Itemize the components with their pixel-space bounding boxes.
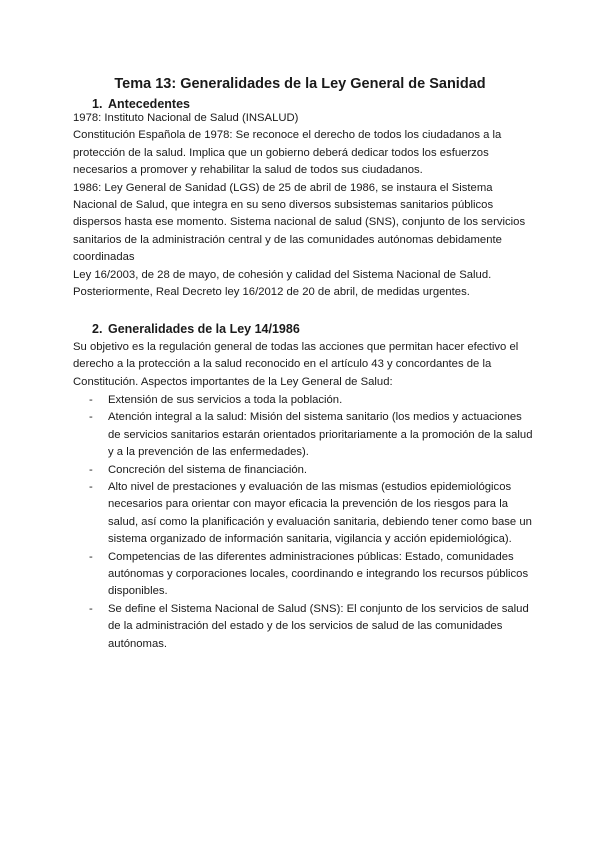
list-bullet: - [89, 602, 93, 615]
aspects-list [73, 392, 533, 653]
list-item [73, 601, 533, 653]
section-2-title: Generalidades de la Ley 14/1986 [108, 322, 300, 336]
list-item [73, 409, 533, 461]
paragraph: 1986: Ley General de Sanidad (LGS) de 25 de abril de 1986, se instaura el Sistema Nacional de Salud, que integra en su seno diversos subsistemas sanitarios públicos dispersos hasta ese momento. Sistema nacional de salud (SNS), conjunto de los servicios sanitarios de la administración central y de las comunidades autónomas debidamente coordinadas [73, 181, 526, 264]
list-item [73, 392, 533, 409]
section-2-intro [73, 339, 533, 391]
list-item [73, 479, 533, 549]
list-item-text: Alto nivel de prestaciones y evaluación de las mismas (estudios epidemiológicos necesarios para orientar con mayor eficacia la prevención de los riesgos para la salud, así como la planificación y evaluación sanitaria, debiendo tener como base un sistema organizado de información sanitaria, vigilancia y acción epidemiológica). [108, 481, 532, 546]
section-1-title: Antecedentes [108, 97, 190, 111]
paragraph: Ley 16/2003, de 28 de mayo, de cohesión y calidad del Sistema Nacional de Salud. Posteriormente, Real Decreto ley 16/2012 de 20 de abril, de medidas urgentes. [73, 268, 492, 299]
list-item-text: Competencias de las diferentes administraciones públicas: Estado, comunidades autónomas y corporaciones locales, coordinando e integrando los recursos públicos disponibles. [108, 550, 529, 598]
list-item-text: Extensión de sus servicios a toda la población. [108, 394, 343, 406]
list-item-text: Atención integral a la salud: Misión del sistema sanitario (los medios y actuaciones de servicios sanitarios estarán orientados prioritariamente a la promoción de la salud y a la prevención de las enfermedades). [108, 411, 533, 459]
section-2-heading [92, 320, 300, 338]
section-1-body [73, 110, 533, 301]
section-1-number: 1. [92, 97, 103, 111]
list-bullet: - [89, 481, 93, 494]
list-item [73, 549, 533, 601]
section-2-number: 2. [92, 322, 103, 336]
list-bullet: - [89, 463, 93, 476]
paragraph: Su objetivo es la regulación general de todas las acciones que permitan hacer efectivo el derecho a la protección a la salud reconocido en el artículo 43 y concordantes de la Constitución. Aspectos importantes de la Ley General de Salud: [73, 341, 519, 388]
document-title: Tema 13: Generalidades de la Ley General de Sanidad [114, 76, 486, 92]
list-item-text: Se define el Sistema Nacional de Salud (SNS): El conjunto de los servicios de salud de la administración del estado y de los servicios de salud de las comunidades autónomas. [108, 602, 529, 650]
list-item-text: Concreción del sistema de financiación. [108, 463, 308, 476]
list-bullet: - [89, 550, 93, 563]
paragraph: 1978: Instituto Nacional de Salud (INSALUD) [73, 112, 299, 124]
list-bullet: - [89, 394, 93, 406]
list-bullet: - [89, 411, 93, 424]
list-item [73, 462, 533, 479]
paragraph: Constitución Española de 1978: Se reconoce el derecho de todos los ciudadanos a la protección de la salud. Implica que un gobierno deberá dedicar todos los esfuerzos necesarios a promover y rehabilitar la salud de todos sus ciudadanos. [73, 129, 502, 177]
